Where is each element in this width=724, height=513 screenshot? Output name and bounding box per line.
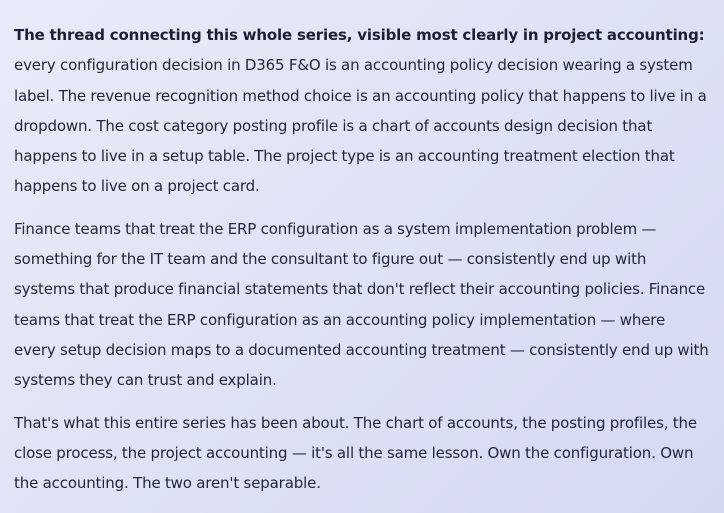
paragraph-1-text: every configuration decision in D365 F&O is an accounting policy decision wearing a system label. The revenue recognition method choice is an accounting policy that happens to live in a dropdown. The cost category posting profile is a chart of accounts design decision that happens to live in a setup table. The project type is an accounting treatment election that happens to live on a project card.	[14, 56, 707, 196]
paragraph-3	[14, 408, 710, 499]
paragraph-2-text: Finance teams that treat the ERP configuration as a system implementation problem — something for the IT team and the consultant to figure out — consistently end up with systems that produce financial statements that don't reflect their accounting policies. Finance teams that treat the ERP configuration as an accounting policy implementation — where every setup decision maps to a documented accounting treatment — consistently end up with systems they can trust and explain.	[14, 219, 709, 390]
paragraph-1	[14, 20, 710, 202]
paragraph-1-lead: The thread connecting this whole series, visible most clearly in project accounting:	[14, 26, 705, 44]
paragraph-3-text: That's what this entire series has been about. The chart of accounts, the posting profiles, the close process, the project accounting — it's all the same lesson. Own the configuration. Own the accounting. The two aren't separable.	[14, 413, 697, 493]
paragraph-2	[14, 214, 710, 396]
